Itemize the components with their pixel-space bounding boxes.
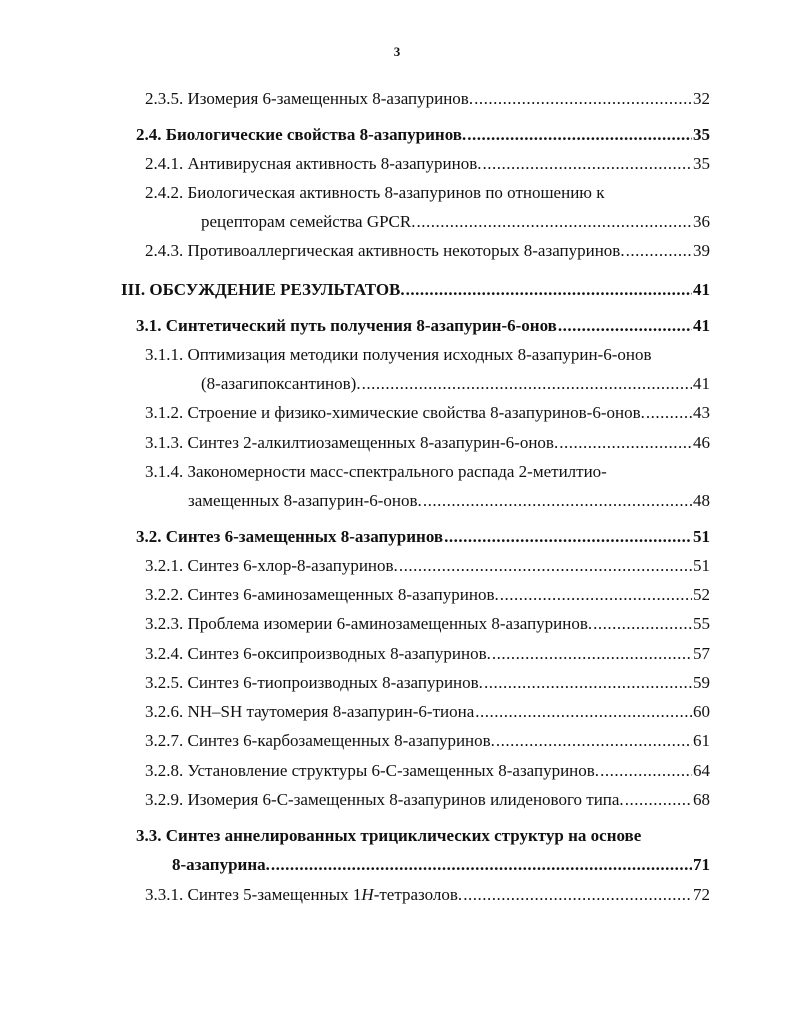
toc-entry-3-2-5[interactable]: [145, 672, 710, 694]
leader-dots: [362, 373, 692, 395]
leader-dots: [271, 854, 692, 876]
toc-entry-page: 72: [693, 885, 710, 904]
toc-entry-label: 3.1.3. Синтез 2-алкилтиозамещенных 8-азапурин-6-онов.: [145, 433, 559, 452]
toc-entry-label: 3.2.3. Проблема изомерии 6-аминозамещенных 8-азапуринов.: [145, 614, 593, 633]
toc-entry-page: 52: [693, 585, 710, 604]
leader-dots: [492, 643, 692, 665]
toc-entry-3-1-2[interactable]: [145, 402, 710, 424]
toc-entry-page: 41: [693, 316, 710, 335]
toc-entry-label: 3.2.2. Синтез 6-аминозамещенных 8-азапуринов.: [145, 585, 499, 604]
leader-dots: [475, 701, 692, 723]
toc-entry-page: 60: [693, 702, 710, 721]
toc-entry-label: 3.2.4. Синтез 6-оксипроизводных 8-азапуринов.: [145, 644, 491, 663]
leader-dots: [399, 555, 692, 577]
toc-entry-chapter-3[interactable]: [121, 279, 710, 301]
leader-dots: [625, 789, 692, 811]
toc-entry-3-1-3[interactable]: [145, 432, 710, 454]
toc-entry-page: 36: [693, 212, 710, 231]
toc-entry-label: рецепторам семейства GPCR.: [201, 212, 416, 231]
toc-entry-2-4[interactable]: [136, 124, 710, 146]
leader-dots: [463, 884, 692, 906]
toc-entry-3-2-1[interactable]: [145, 555, 710, 577]
toc-entry-3-2-4[interactable]: [145, 643, 710, 665]
toc-entry-label: 3.2.8. Установление структуры 6-С-замещенных 8-азапуринов.: [145, 761, 600, 780]
toc-entry-3-1[interactable]: [136, 315, 710, 337]
toc-entry-page: 61: [693, 731, 710, 750]
leader-dots: [558, 315, 692, 337]
toc-entry-label: замещенных 8-азапурин-6-онов.: [188, 491, 422, 510]
leader-dots: [444, 526, 692, 548]
leader-dots: [423, 490, 692, 512]
toc-entry-page: 41: [693, 374, 710, 393]
toc-entry-label: 3.2.6. NH–SH таутомерия 8-азапурин-6-тиона: [145, 702, 475, 721]
leader-dots: [646, 402, 692, 424]
toc-entry-label: 2.4.3. Противоаллергическая активность некоторых 8-азапуринов.: [145, 241, 625, 260]
toc-entry-3-1-1-line1[interactable]: 3.1.1. Оптимизация методики получения исходных 8-азапурин-6-онов: [145, 345, 652, 364]
toc-entry-page: 55: [693, 614, 710, 633]
toc-entry-3-1-4-line1[interactable]: 3.1.4. Закономерности масс-спектрального распада 2-метилтио-: [145, 462, 607, 481]
leader-dots: [593, 613, 692, 635]
toc-entry-3-2-8[interactable]: [145, 760, 710, 782]
leader-dots: [467, 124, 692, 146]
leader-dots: [474, 88, 692, 110]
toc-entry-3-1-4-line2[interactable]: [188, 490, 710, 512]
toc-entry-page: 59: [693, 673, 710, 692]
toc-entry-3-2-6[interactable]: [145, 701, 710, 723]
toc-entry-label: 3.2.9. Изомерия 6-С-замещенных 8-азапуринов илиденового типа.: [145, 790, 624, 809]
leader-dots: [500, 584, 692, 606]
toc-entry-3-2-9[interactable]: [145, 789, 710, 811]
page-number: 3: [393, 44, 401, 59]
toc-entry-label: 2.4.1. Антивирусная активность 8-азапуринов.: [145, 154, 482, 173]
toc-entry-label: 2.3.5. Изомерия 6-замещенных 8-азапуринов.: [145, 89, 474, 108]
toc-entry-page: 51: [693, 556, 710, 575]
toc-entry-2-4-3[interactable]: [145, 240, 710, 262]
toc-entry-page: 71: [693, 855, 710, 874]
leader-dots: [600, 760, 692, 782]
toc-entry-page: 35: [693, 154, 710, 173]
toc-entry-3-2-7[interactable]: [145, 730, 710, 752]
toc-entry-label: (8-азагипоксантинов).: [201, 374, 361, 393]
toc-entry-page: 43: [693, 403, 710, 422]
toc-entry-label: [145, 884, 462, 906]
leader-dots: [496, 730, 692, 752]
toc-entry-page: 35: [693, 125, 710, 144]
leader-dots: [483, 153, 692, 175]
toc-entry-page: 32: [693, 89, 710, 108]
toc-entry-page: 41: [693, 280, 710, 299]
toc-entry-3-2[interactable]: [136, 526, 710, 548]
toc-entry-page: 39: [693, 241, 710, 260]
leader-dots: [416, 211, 692, 233]
toc-entry-3-2-3[interactable]: [145, 613, 710, 635]
leader-dots: [484, 672, 692, 694]
toc-entry-label-head: 3.3.1. Синтез 5-замещенных 1: [145, 885, 362, 904]
toc-entry-label-tail: -тетразолов.: [373, 885, 463, 904]
toc-entry-label: 8-азапурина.: [172, 855, 270, 874]
toc-entry-label: 3.2.7. Синтез 6-карбозамещенных 8-азапуринов.: [145, 731, 495, 750]
toc-entry-2-4-2-line2[interactable]: [201, 211, 710, 233]
toc-entry-label: 3.2.5. Синтез 6-тиопроизводных 8-азапуринов.: [145, 673, 483, 692]
leader-dots: [559, 432, 692, 454]
toc-entry-page: 48: [693, 491, 710, 510]
toc-entry-2-4-2-line1[interactable]: 2.4.2. Биологическая активность 8-азапуринов по отношению к: [145, 183, 605, 202]
toc-entry-3-3-line2[interactable]: [172, 854, 710, 876]
toc-entry-page: 64: [693, 761, 710, 780]
toc-entry-3-3-1[interactable]: [145, 884, 710, 906]
toc-entry-label: 3.1.2. Строение и физико-химические свойства 8-азапуринов-6-онов.: [145, 403, 645, 422]
toc-entry-label: III. ОБСУЖДЕНИЕ РЕЗУЛЬТАТОВ.: [121, 280, 405, 299]
toc-entry-label-italic: H: [361, 885, 374, 904]
toc-entry-page: 51: [693, 527, 710, 546]
toc-entry-page: 46: [693, 433, 710, 452]
toc-entry-3-1-1-line2[interactable]: [201, 373, 710, 395]
toc-entry-2-4-1[interactable]: [145, 153, 710, 175]
toc-entry-label: 2.4. Биологические свойства 8-азапуринов.: [136, 125, 467, 144]
toc-entry-3-2-2[interactable]: [145, 584, 710, 606]
toc-entry-3-3-line1[interactable]: 3.3. Синтез аннелированных трициклических структур на основе: [136, 826, 642, 845]
toc-entry-2-3-5[interactable]: [145, 88, 710, 110]
toc-entry-page: 57: [693, 644, 710, 663]
toc-entry-page: 68: [693, 790, 710, 809]
toc-entry-label: 3.2.1. Синтез 6-хлор-8-азапуринов.: [145, 556, 398, 575]
toc-entry-label: 3.2. Синтез 6-замещенных 8-азапуринов: [136, 527, 444, 546]
leader-dots: [406, 279, 692, 301]
toc-entry-label: 3.1. Синтетический путь получения 8-азапурин-6-онов: [136, 316, 557, 335]
leader-dots: [626, 240, 692, 262]
